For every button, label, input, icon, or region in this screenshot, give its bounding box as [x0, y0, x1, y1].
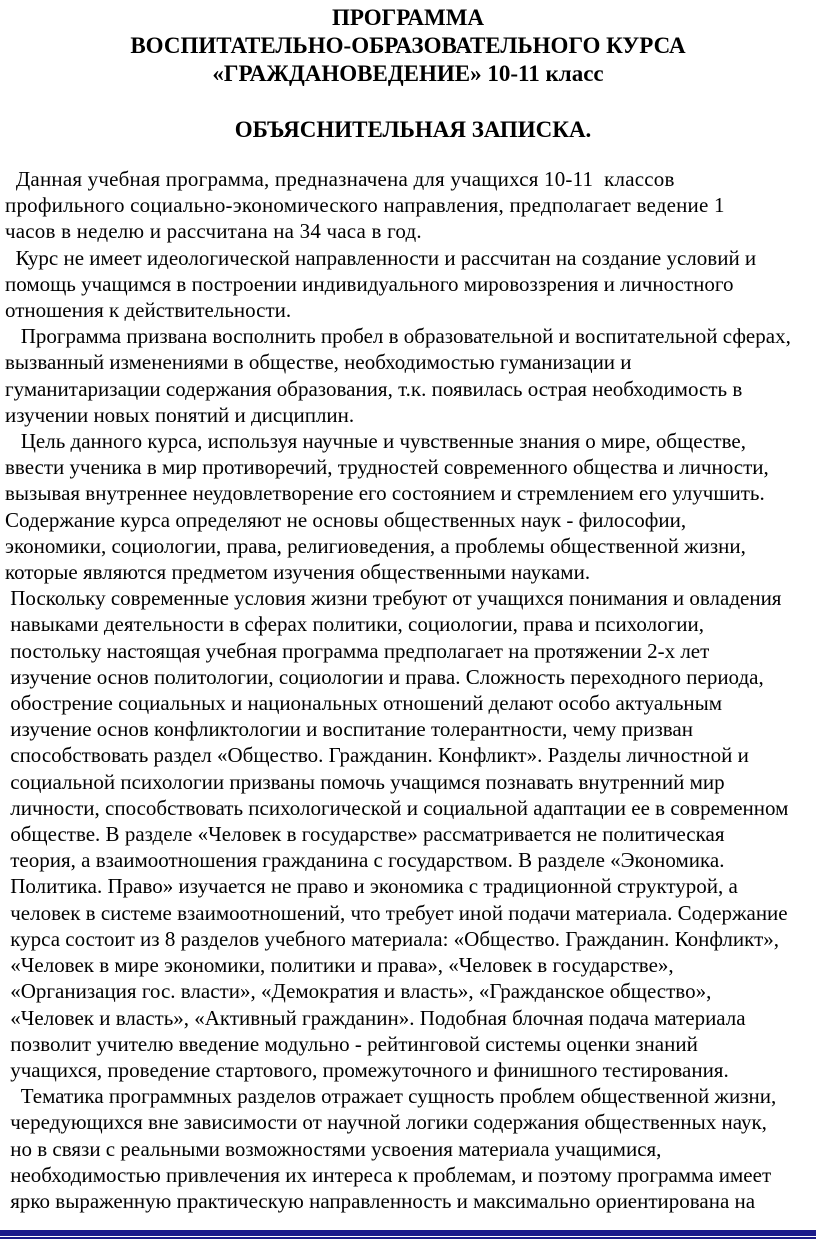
- text-line: «Организация гос. власти», «Демократия и власть», «Гражданское общество»,: [5, 979, 712, 1004]
- text-line: обществе. В разделе «Человек в государстве» рассматривается не политическая: [5, 822, 725, 847]
- text-line: экономики, социологии, права, религиоведения, а проблемы общественной жизни,: [5, 533, 746, 558]
- text-line: позволит учителю введение модульно - рейтинговой системы оценки знаний: [5, 1031, 698, 1056]
- text-line: Цель данного курса, используя научные и чувственные знания о мире, обществе,: [5, 429, 746, 454]
- text-line: часов в неделю и рассчитана на 34 часа в год.: [5, 219, 422, 244]
- text-line: которые являются предметом изучения общественными науками.: [5, 560, 591, 585]
- text-line: «Человек и власть», «Активный гражданин». Подобная блочная подача материала: [5, 1005, 746, 1030]
- text-line: Программа призвана восполнить пробел в образовательной и воспитательной сферах,: [5, 324, 791, 349]
- text-line: Содержание курса определяют не основы общественных наук - философии,: [5, 507, 687, 532]
- text-line: учащихся, проведение стартового, промежуточного и финишного тестирования.: [5, 1057, 729, 1082]
- document-body: [0, 166, 816, 1214]
- text-line: чередующихся вне зависимости от научной логики содержания общественных наук,: [5, 1110, 767, 1135]
- text-line: но в связи с реальными возможностями усвоения материала учащимися,: [5, 1136, 662, 1161]
- text-line: социальной психологии призваны помочь учащимся познавать внутренний мир: [5, 769, 725, 794]
- text-line: Данная учебная программа, предназначена для учащихся 10-11 классов: [5, 167, 675, 191]
- text-line: профильного социально-экономического направления, предполагает ведение 1: [5, 193, 725, 218]
- text-line: изучение основ политологии, социологии и права. Сложность переходного периода,: [5, 664, 764, 689]
- text-line: ярко выраженную практическую направленность и максимально ориентирована на: [5, 1188, 756, 1213]
- text-line: обострение социальных и национальных отношений делают особо актуальным: [5, 691, 723, 716]
- text-line: изучении новых понятий и дисциплин.: [5, 402, 355, 427]
- text-line: способствовать раздел «Общество. Гражданин. Конфликт». Разделы личностной и: [5, 743, 749, 768]
- text-line: Поскольку современные условия жизни требуют от учащихся понимания и овладения: [5, 586, 782, 611]
- text-line: изучение основ конфликтологии и воспитание толерантности, чему призван: [5, 717, 693, 742]
- paragraph-5: [5, 585, 810, 1083]
- paragraph-4: [5, 428, 810, 585]
- text-line: курса состоит из 8 разделов учебного материала: «Общество. Гражданин. Конфликт»,: [5, 926, 780, 951]
- text-line: Политика. Право» изучается не право и экономика с традиционной структурой, а: [5, 874, 738, 899]
- footer-rule: [0, 1230, 816, 1236]
- paragraph-3: [5, 323, 810, 428]
- paragraph-2: [5, 245, 810, 324]
- text-line: Тематика программных разделов отражает сущность проблем общественной жизни,: [5, 1084, 777, 1109]
- document-header: [0, 0, 816, 88]
- text-line: навыками деятельности в сферах политики, социологии, права и психологии,: [5, 612, 704, 637]
- text-line: ввести ученика в мир противоречий, трудностей современного общества и личности,: [5, 455, 769, 480]
- text-line: помощь учащимся в построении индивидуального мировоззрения и личностного: [5, 271, 734, 296]
- text-line: вызванный изменениями в обществе, необходимостью гуманизации и: [5, 350, 632, 375]
- text-line: отношения к действительности.: [5, 298, 292, 323]
- text-line: теория, а взаимоотношения гражданина с государством. В разделе «Экономика.: [5, 848, 725, 873]
- text-line: «Человек в мире экономики, политики и права», «Человек в государстве»,: [5, 953, 674, 978]
- footer-rule-thin: [0, 1237, 816, 1239]
- text-line: человек в системе взаимоотношений, что требует иной подачи материала. Содержание: [5, 900, 788, 925]
- text-line: гуманитаризации содержания образования, т.к. появилась острая необходимость в: [5, 376, 743, 401]
- header-line-1: ПРОГРАММА: [331, 5, 485, 30]
- text-line: Курс не имеет идеологической направленности и рассчитан на создание условий и: [5, 245, 757, 270]
- header-line-3: «ГРАЖДАНОВЕДЕНИЕ» 10-11 класс: [212, 61, 604, 86]
- text-line: постольку настоящая учебная программа предполагает на протяжении 2-х лет: [5, 638, 710, 663]
- text-line: вызывая внутреннее неудовлетворение его состоянием и стремлением его улучшить.: [5, 481, 765, 506]
- section-title: ОБЪЯСНИТЕЛЬНАЯ ЗАПИСКА.: [234, 117, 592, 142]
- header-line-2: ВОСПИТАТЕЛЬНО-ОБРАЗОВАТЕЛЬНОГО КУРСА: [130, 33, 686, 58]
- paragraph-6: [5, 1083, 810, 1214]
- text-line: личности, способствовать психологической и социальной адаптации ее в современном: [5, 795, 789, 820]
- paragraph-1: [5, 166, 810, 245]
- text-line: необходимостью привлечения их интереса к проблемам, и поэтому программа имеет: [5, 1162, 772, 1187]
